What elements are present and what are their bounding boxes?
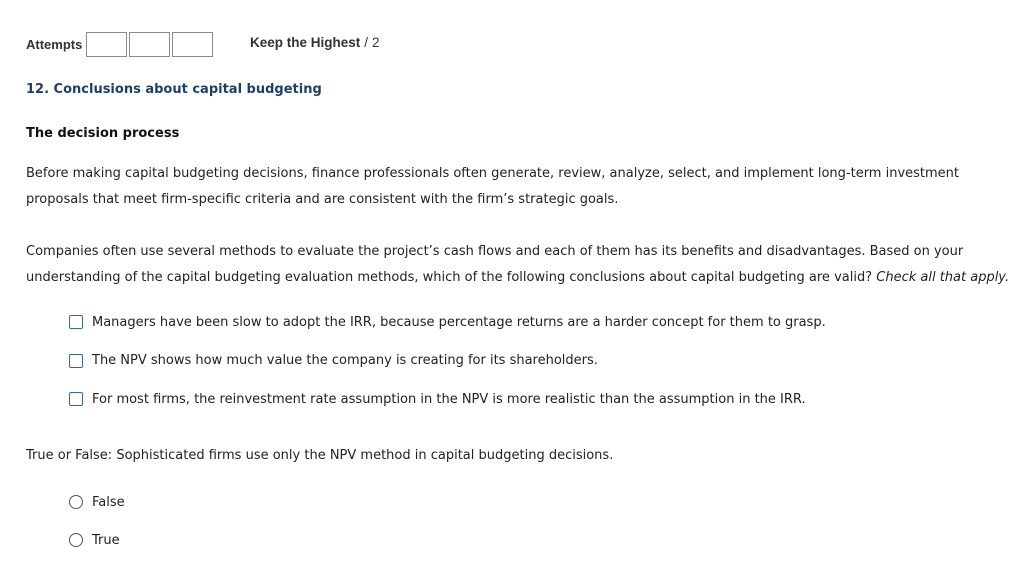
attempts-bar [26,30,215,58]
checkbox-option-label: Managers have been slow to adopt the IRR, because percentage returns are a harder concept for them to grasp. [92,314,826,330]
question-title: 12. Conclusions about capital budgeting [26,82,322,97]
checkbox-option-1[interactable] [69,312,826,332]
attempts-label: Attempts [26,36,83,52]
keep-highest-separator: / [364,35,369,50]
keep-highest-label: Keep the Highest [250,35,361,50]
true-false-question: True or False: Sophisticated firms use only the NPV method in capital budgeting decisions. [26,448,614,463]
checkbox-option-3[interactable] [69,389,826,409]
checkbox-option-2[interactable] [69,351,826,371]
attempt-box-2 [129,32,170,57]
keep-highest-value: 2 [372,35,380,50]
attempt-boxes [86,32,215,57]
checkbox-option-label: For most firms, the reinvestment rate assumption in the NPV is more realistic than the assumption in the IRR. [92,391,806,407]
radio-true[interactable] [69,533,83,547]
question-paragraph-text: Companies often use several methods to evaluate the project’s cash flows and each of them has its benefits and disadvantages. Based on your understanding of the capital budgeting evaluation methods, which of the following conclusions about capital budgeting are valid? [26,244,964,285]
radio-false[interactable] [69,495,83,509]
checkbox-3[interactable] [69,392,83,406]
checkbox-option-label: The NPV shows how much value the company is creating for its shareholders. [92,353,598,368]
check-all-instruction: Check all that apply. [876,270,1010,285]
checkbox-options [69,312,826,428]
radio-option-label: True [92,532,120,548]
radio-options [69,492,125,568]
radio-option-label: False [92,494,125,510]
checkbox-1[interactable] [69,315,83,329]
attempt-box-1 [86,32,127,57]
attempt-box-3 [172,32,213,57]
radio-option-true[interactable] [69,530,125,550]
radio-option-false[interactable] [69,492,125,512]
keep-highest-indicator [250,35,380,50]
intro-paragraph: Before making capital budgeting decisions, finance professionals often generate, review, analyze, select, and implement long-term investment proposals that meet firm-specific criteria and are consistent with the firm’s strategic goals. [26,166,960,207]
checkbox-2[interactable] [69,354,83,368]
section-heading: The decision process [26,126,180,141]
question-paragraph [26,239,1011,291]
